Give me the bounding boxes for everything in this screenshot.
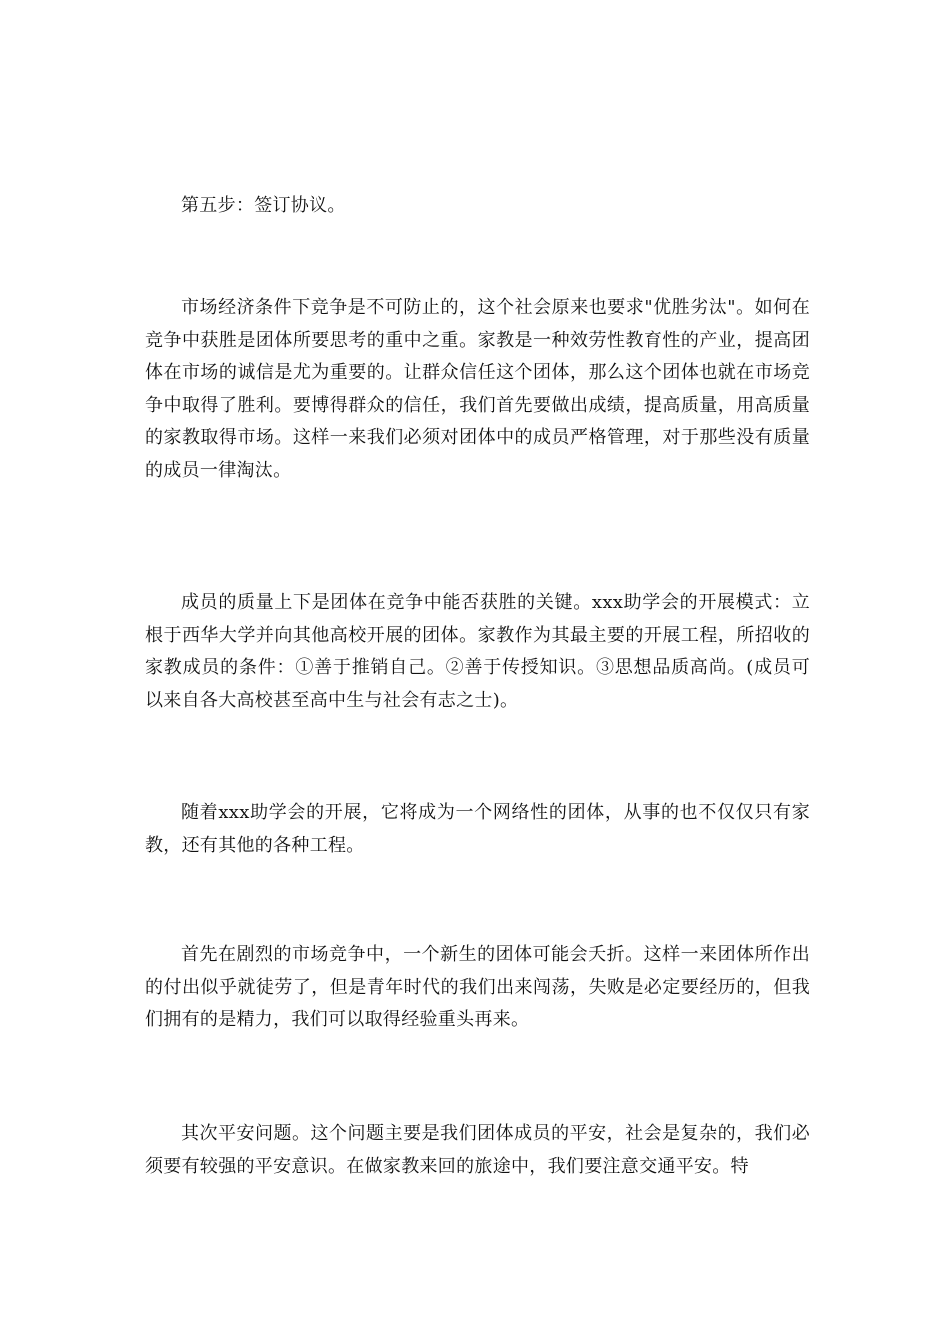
paragraph-member-quality: 成员的质量上下是团体在竞争中能否获胜的关键。xxx助学会的开展模式：立根于西华大学并向其他高校开展的团体。家教作为其最主要的开展工程，所招收的家教成员的条件：①善于推销自己。②善于传授知识。③思想品质高尚。(成员可以来自各大高校甚至高中生与社会有志之士)。 <box>145 592 810 711</box>
paragraph-step-five: 第五步：签订协议。 <box>181 195 346 216</box>
paragraph-network-development: 随着xxx助学会的开展，它将成为一个网络性的团体，从事的也不仅仅只有家教，还有其他的各种工程。 <box>145 802 810 856</box>
paragraph-first-risk: 首先在剧烈的市场竞争中，一个新生的团体可能会夭折。这样一来团体所作出的付出似乎就徒劳了，但是青年时代的我们出来闯荡，失败是必定要经历的，但我们拥有的是精力，我们可以取得经验重头再来。 <box>145 944 810 1030</box>
paragraph-safety-issue: 其次平安问题。这个问题主要是我们团体成员的平安，社会是复杂的，我们必须要有较强的平安意识。在做家教来回的旅途中，我们要注意交通平安。特 <box>145 1123 810 1177</box>
paragraph-market-competition: 市场经济条件下竞争是不可防止的，这个社会原来也要求"优胜劣汰"。如何在竞争中获胜是团体所要思考的重中之重。家教是一种效劳性教育性的产业，提高团体在市场的诚信是尤为重要的。让群众信任这个团体，那么这个团体也就在市场竞争中取得了胜利。要博得群众的信任，我们首先要做出成绩，提高质量，用高质量的家教取得市场。这样一来我们必须对团体中的成员严格管理，对于那些没有质量的成员一律淘汰。 <box>145 297 810 481</box>
